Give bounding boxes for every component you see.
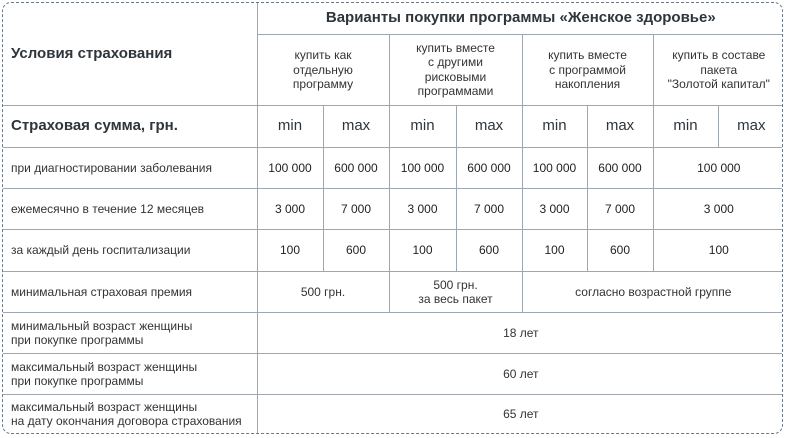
table-cell: 65 лет xyxy=(257,395,783,433)
table-row xyxy=(3,395,783,433)
table-cell: 60 лет xyxy=(257,354,783,395)
table-row xyxy=(3,272,783,313)
table-cell: 100 000 xyxy=(257,147,323,188)
table-cell: 500 грн. за весь пакет xyxy=(389,272,522,313)
table-cell: 500 грн. xyxy=(257,272,389,313)
variant-with-risk-programs: купить вместе с другими рисковыми программами xyxy=(389,34,522,105)
header-row-1 xyxy=(3,3,783,34)
table-cell: 600 000 xyxy=(587,147,653,188)
table-cell: 7 000 xyxy=(323,188,389,229)
table-cell: 3 000 xyxy=(389,188,456,229)
table-cell: 600 xyxy=(323,230,389,272)
row-label: ежемесячно в течение 12 месяцев xyxy=(3,188,257,229)
min-label: min xyxy=(522,105,587,147)
sum-row-label: Страховая сумма, грн. xyxy=(3,105,257,147)
table-cell: согласно возрастной группе xyxy=(522,272,783,313)
table-cell: 600 000 xyxy=(323,147,389,188)
row-label: при диагностировании заболевания xyxy=(3,147,257,188)
row-label: максимальный возраст женщины на дату окончания договора страхования xyxy=(3,395,257,433)
table-cell: 100 000 xyxy=(653,147,783,188)
table-cell: 100 xyxy=(653,230,783,272)
min-label: min xyxy=(653,105,718,147)
row-label: минимальный возраст женщины при покупке программы xyxy=(3,313,257,354)
min-label: min xyxy=(257,105,323,147)
table-cell: 600 xyxy=(456,230,522,272)
table-cell: 3 000 xyxy=(257,188,323,229)
variants-title: Варианты покупки программы «Женское здоровье» xyxy=(257,3,783,34)
table-row xyxy=(3,354,783,395)
variant-golden-capital: купить в составе пакета "Золотой капитал" xyxy=(653,34,783,105)
table-row xyxy=(3,230,783,272)
variant-with-savings: купить вместе с программой накопления xyxy=(522,34,653,105)
table-cell: 600 xyxy=(587,230,653,272)
min-label: min xyxy=(389,105,456,147)
row-label: минимальная страховая премия xyxy=(3,272,257,313)
table-cell: 3 000 xyxy=(653,188,783,229)
table-cell: 3 000 xyxy=(522,188,587,229)
variant-separate: купить как отдельную программу xyxy=(257,34,389,105)
table-cell: 600 000 xyxy=(456,147,522,188)
table-cell: 18 лет xyxy=(257,313,783,354)
row-label: максимальный возраст женщины при покупке программы xyxy=(3,354,257,395)
sum-row xyxy=(3,105,783,147)
table-cell: 7 000 xyxy=(587,188,653,229)
insurance-table-frame xyxy=(2,2,783,434)
table-cell: 7 000 xyxy=(456,188,522,229)
table-row xyxy=(3,313,783,354)
table-cell: 100 000 xyxy=(522,147,587,188)
row-label: за каждый день госпитализации xyxy=(3,230,257,272)
table-cell: 100 xyxy=(522,230,587,272)
conditions-title: Условия страхования xyxy=(3,3,257,105)
table-row xyxy=(3,188,783,229)
max-label: max xyxy=(587,105,653,147)
table-cell: 100 xyxy=(257,230,323,272)
table-row xyxy=(3,147,783,188)
table-cell: 100 000 xyxy=(389,147,456,188)
table-cell: 100 xyxy=(389,230,456,272)
max-label: max xyxy=(323,105,389,147)
insurance-conditions-table xyxy=(3,3,783,433)
max-label: max xyxy=(718,105,783,147)
max-label: max xyxy=(456,105,522,147)
